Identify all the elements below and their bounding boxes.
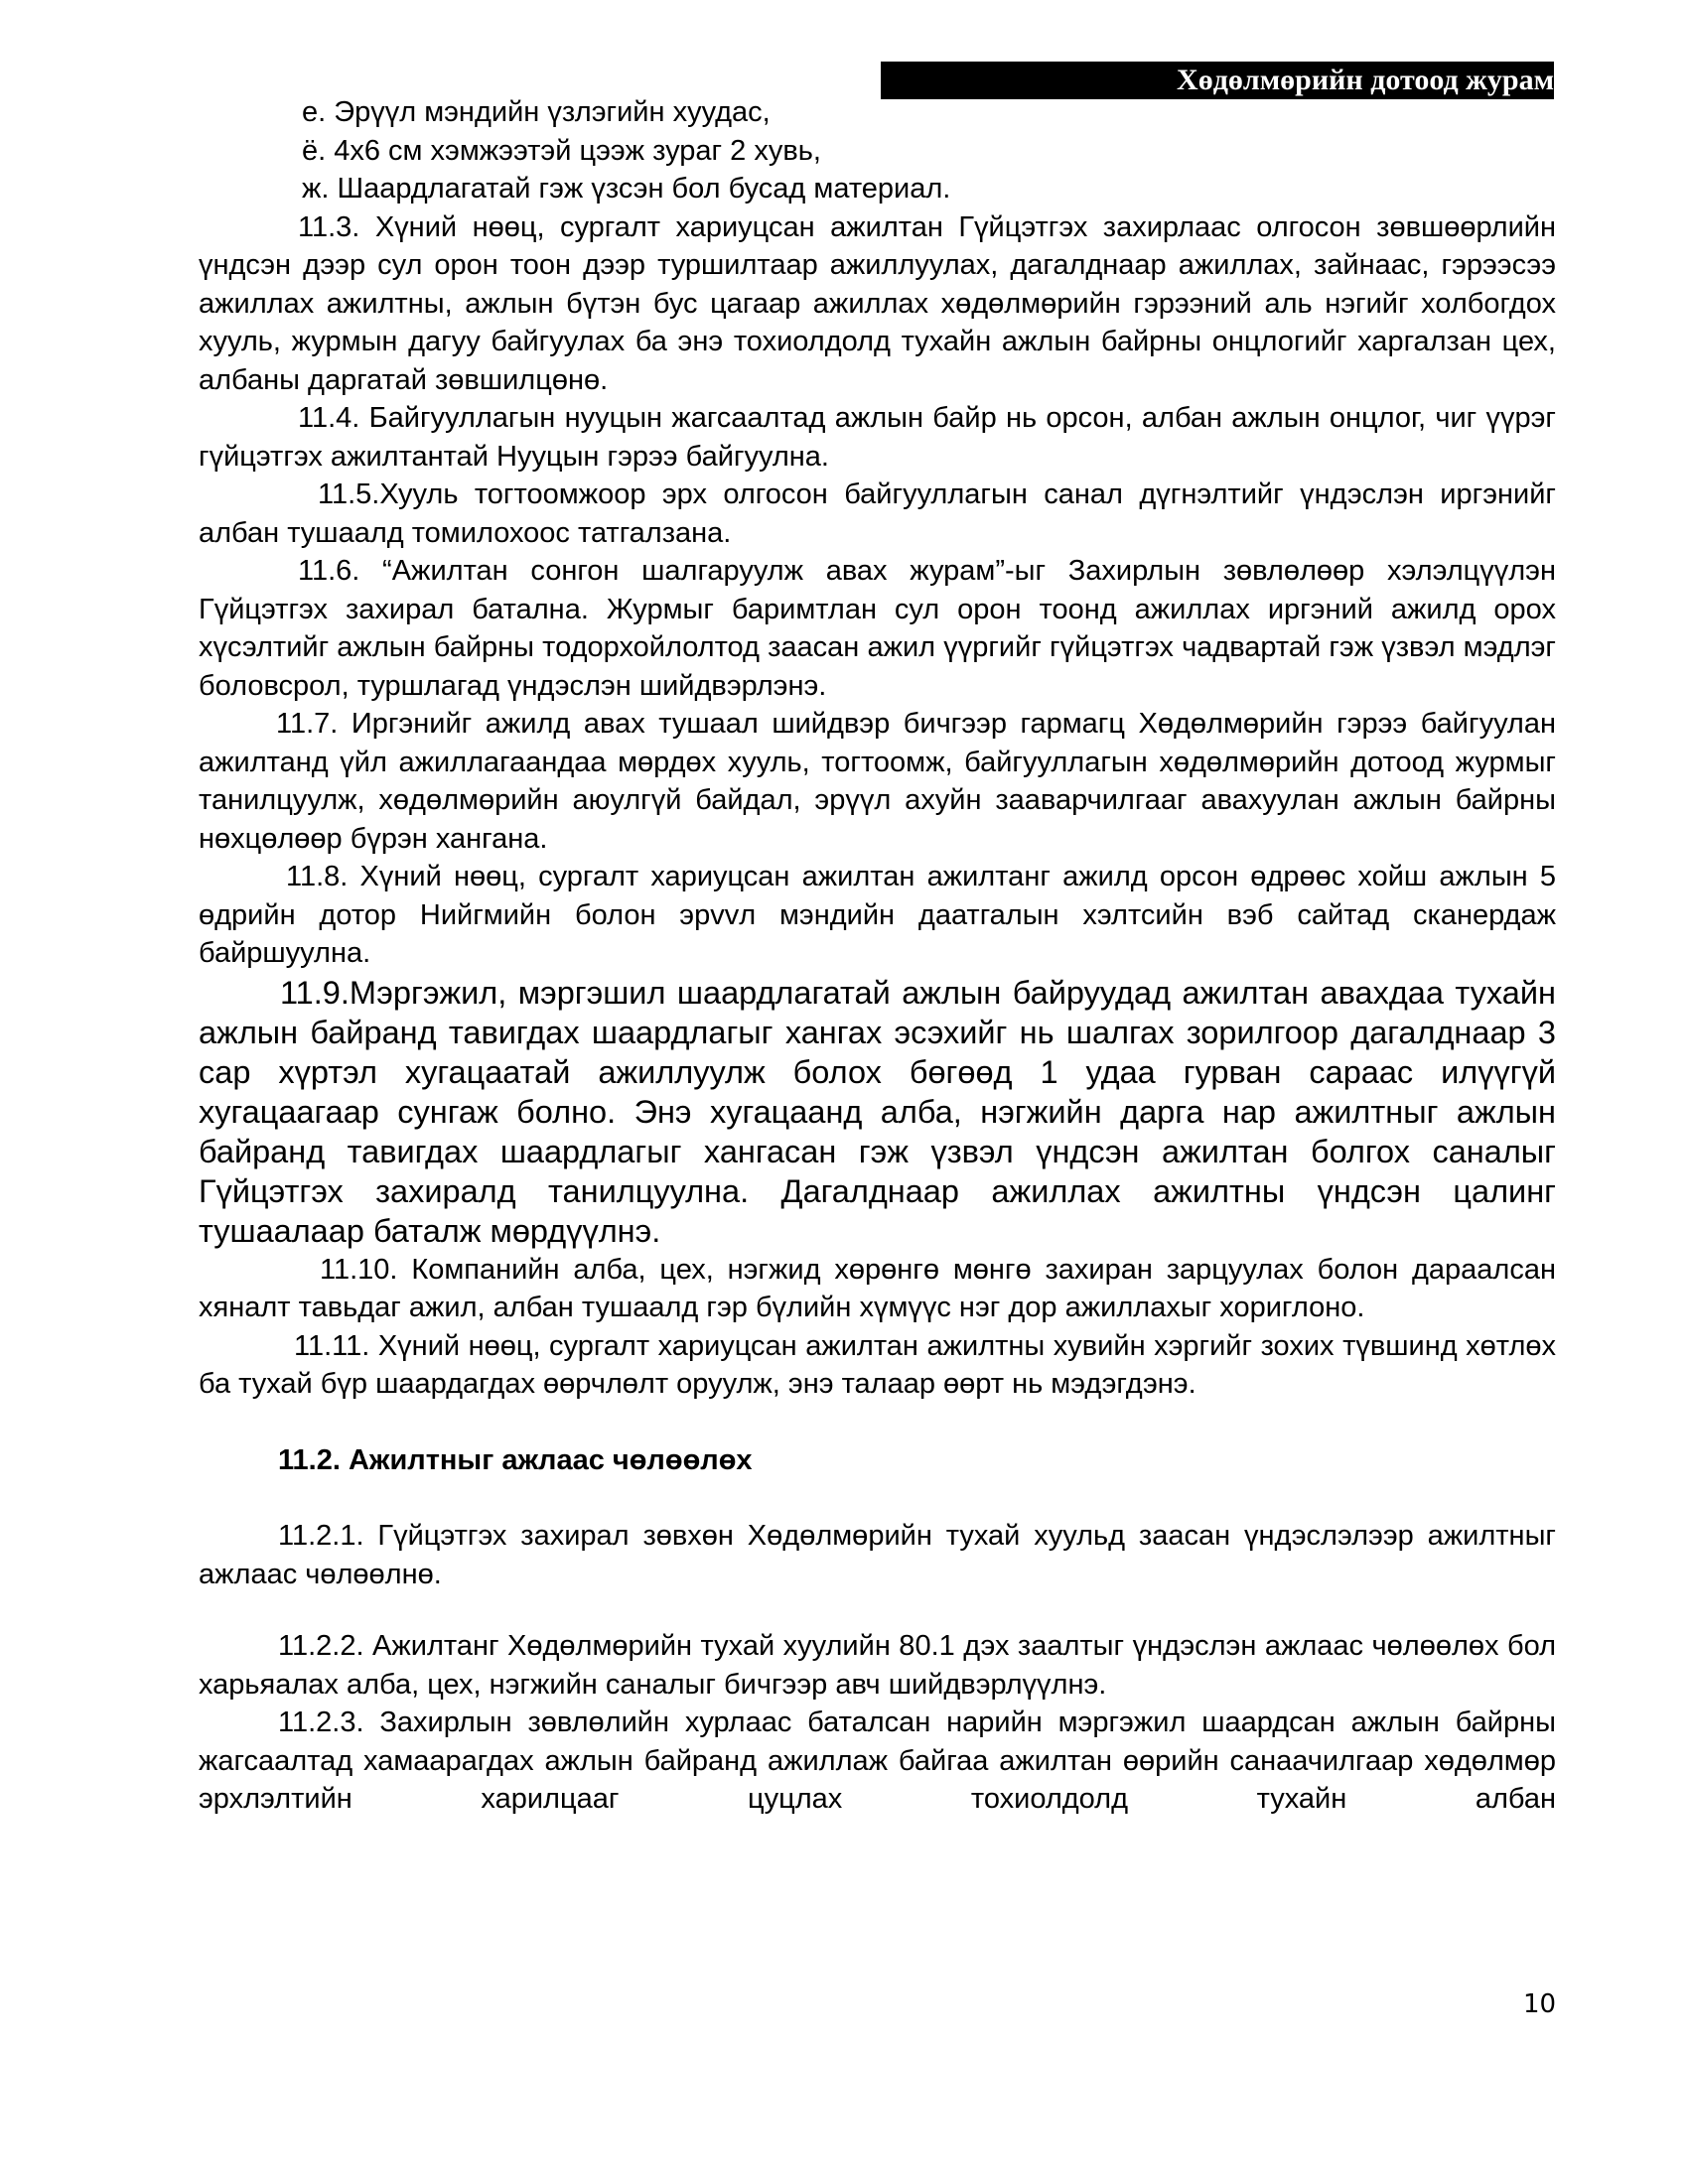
paragraph-11-8: 11.8. Хүний нөөц, сургалт хариуцсан ажилтан ажилтанг ажилд орсон өдрөөс хойш ажлын 5 өдрийн дотор Нийгмийн болон эрvvл мэндийн даатгалын хэлтсийн вэб сайтад сканердаж байршуулна. bbox=[199, 861, 1556, 969]
spacer bbox=[199, 1479, 1556, 1517]
paragraph-11-5: 11.5.Хууль тогтоомжоор эрх олгосон байгууллагын санал дүгнэлтийг үндэслэн иргэнийг албан тушаалд томилохоос татгалзана. bbox=[199, 478, 1556, 549]
paragraph-11-2-2: 11.2.2. Ажилтанг Хөдөлмөрийн тухай хуулийн 80.1 дэх заалтыг үндэслэн ажлаас чөлөөлөх бол харьяалах алба, цех, нэгжийн саналыг бичгээр авч шийдвэрлүүлнэ. bbox=[199, 1630, 1556, 1701]
paragraph-11-6: 11.6. “Ажилтан сонгон шалгаруулж авах журам”-ыг Захирлын зөвлөлөөр хэлэлцүүлэн Гүйцэтгэх захирал батална. Журмыг баримтлан сул орон тоонд ажиллах иргэний ажилд орох хүсэлтийг ажлын байрны тодорхойлолтод заасан ажил үүргийг гүйцэтгэх чадвартай гэж үзвэл мэдлэг боловсрол, туршлагад үндэслэн шийдвэрлэнэ. bbox=[199, 555, 1556, 702]
paragraph-11-7: 11.7. Иргэнийг ажилд авах тушаал шийдвэр бичгээр гармагц Хөдөлмөрийн гэрээ байгуулан ажилтанд үйл ажиллагаандаа мөрдөх хууль, тогтоомж, байгууллагын хөдөлмөрийн дотоод журмыг танилцуулж, хөдөлмөрийн аюулгүй байдал, эрүүл ахуйн зааварчилгааг авахуулан ажлын байрны нөхцөлөөр бүрэн хангана. bbox=[199, 708, 1556, 855]
paragraph-11-10: 11.10. Компанийн алба, цех, нэгжид хөрөнгө мөнгө захиран зарцуулах болон дараалсан хяналт тавьдаг ажил, албан тушаалд гэр бүлийн хүмүүс нэг дор ажиллахыг хориглоно. bbox=[199, 1253, 1556, 1323]
running-header-title: Хөдөлмөрийн дотоод журам bbox=[1177, 64, 1554, 96]
page-body bbox=[199, 93, 1556, 1819]
section-heading: 11.2. Ажилтныг ажлаас чөлөөлөх bbox=[278, 1443, 753, 1476]
paragraph-11-9: 11.9.Мэргэжил, мэргэшил шаардлагатай ажлын байруудад ажилтан авахдаа тухайн ажлын байранд тавигдах шаардлагыг хангах эсэхийг нь шалгах зорилгоор дагалднаар 3 сар хүртэл хугацаатай ажиллуулж болох бөгөөд 1 удаа гурван сараас илүүгүй хугацаагаар сунгаж болно. Энэ хугацаанд алба, нэгжийн дарга нар ажилтныг ажлын байранд тавигдах шаардлагыг хангасан гэж үзвэл үндсэн ажилтан болгох саналыг Гүйцэтгэх захиралд танилцуулна. Дагалднаар ажиллах ажилтны үндсэн цалинг тушаалаар баталж мөрдүүлнэ. bbox=[199, 974, 1556, 1249]
list-item-e: е. Эрүүл мэндийн үзлэгийн хуудас, bbox=[302, 96, 771, 128]
paragraph-11-2-3: 11.2.3. Захирлын зөвлөлийн хурлаас баталсан нарийн мэргэжил шаардсан ажлын байрны жагсаалтад хамаарагдах ажлын байранд ажиллаж байгаа ажилтан өөрийн санаачилгаар хөдөлмөр эрхлэлтийн харилцааг цуцлах тохиолдолд тухайн албан bbox=[199, 1706, 1556, 1815]
list-item-zh: ж. Шаардлагатай гэж үзсэн бол бусад материал. bbox=[302, 173, 951, 205]
paragraph-11-2-1: 11.2.1. Гүйцэтгэх захирал зөвхөн Хөдөлмөрийн тухай хуульд заасан үндэслэлээр ажилтныг ажлаас чөлөөлнө. bbox=[199, 1520, 1556, 1590]
paragraph-11-3: 11.3. Хүний нөөц, сургалт хариуцсан ажилтан Гүйцэтгэх захирлаас олгосон зөвшөөрлийн үндсэн дээр сул орон тоон дээр туршилтаар ажиллуулах, дагалднаар ажиллах, зайнаас, гэрээсээ ажиллах ажилтны, ажлын бүтэн бус цагаар ажиллах хөдөлмөрийн гэрээний аль нэгийг холбогдох хууль, журмын дагуу байгуулах ба энэ тохиолдолд тухайн ажлын байрны онцлогийг харгалзан цех, албаны даргатай зөвшилцөнө. bbox=[199, 210, 1556, 396]
list-item-yo: ё. 4х6 см хэмжээтэй цээж зураг 2 хувь, bbox=[302, 134, 821, 167]
spacer bbox=[199, 1404, 1556, 1441]
paragraph-11-4: 11.4. Байгууллагын нууцын жагсаалтад ажлын байр нь орсон, албан ажлын онцлог, чиг үүрэг гүйцэтгэх ажилтантай Нууцын гэрээ байгуулна. bbox=[199, 402, 1556, 473]
paragraph-11-11: 11.11. Хүний нөөц, сургалт хариуцсан ажилтан ажилтны хувийн хэргийг зохих түвшинд хөтлөх ба тухай бүр шаардагдах өөрчлөлт оруулж, энэ талаар өөрт нь мэдэгдэнэ. bbox=[199, 1329, 1556, 1400]
spacer bbox=[199, 1593, 1556, 1627]
page-number: 10 bbox=[1523, 1989, 1557, 2019]
